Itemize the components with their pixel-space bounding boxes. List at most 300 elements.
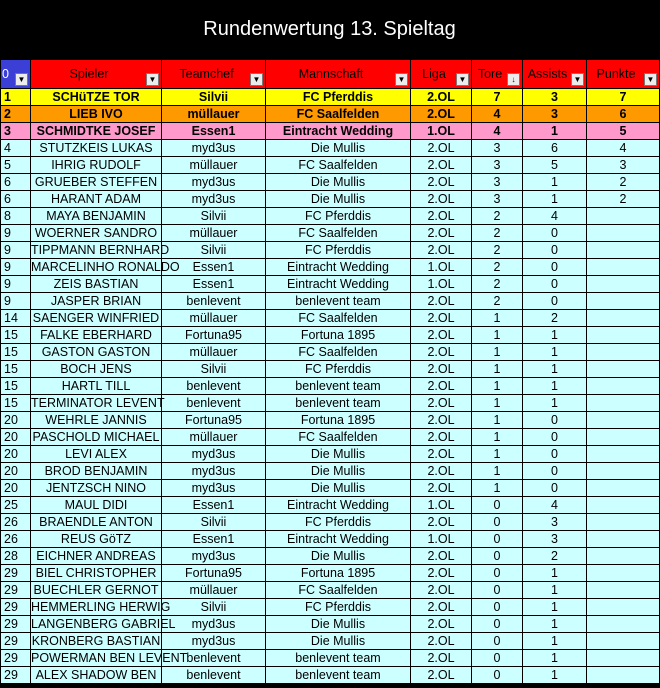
cell-rank[interactable]: 8 xyxy=(1,208,31,225)
cell-tore[interactable]: 1 xyxy=(472,412,523,429)
cell-punkte[interactable]: 6 xyxy=(587,106,660,123)
table-row xyxy=(1,106,660,123)
cell-mannschaft[interactable]: benlevent team xyxy=(266,650,411,667)
cell-punkte[interactable]: 5 xyxy=(587,123,660,140)
cell-liga[interactable]: 2.OL xyxy=(411,412,472,429)
cell-tore[interactable]: 1 xyxy=(472,378,523,395)
cell-liga[interactable]: 2.OL xyxy=(411,650,472,667)
cell-punkte[interactable] xyxy=(587,582,660,599)
cell-liga[interactable]: 2.OL xyxy=(411,140,472,157)
cell-liga[interactable]: 1.OL xyxy=(411,276,472,293)
cell-rank[interactable]: 9 xyxy=(1,276,31,293)
cell-mannschaft[interactable]: FC Pferddis xyxy=(266,599,411,616)
cell-assists[interactable]: 0 xyxy=(523,480,587,497)
cell-teamchef[interactable]: benlevent xyxy=(162,667,266,684)
cell-rank[interactable]: 14 xyxy=(1,310,31,327)
cell-tore[interactable]: 1 xyxy=(472,310,523,327)
cell-spieler[interactable]: SAENGER WINFRIED xyxy=(31,310,162,327)
table-row xyxy=(1,191,660,208)
cell-teamchef[interactable]: myd3us xyxy=(162,191,266,208)
cell-rank[interactable]: 15 xyxy=(1,378,31,395)
cell-liga[interactable]: 1.OL xyxy=(411,497,472,514)
cell-mannschaft[interactable]: FC Pferddis xyxy=(266,514,411,531)
cell-punkte[interactable] xyxy=(587,667,660,684)
cell-rank[interactable]: 15 xyxy=(1,361,31,378)
cell-rank[interactable]: 29 xyxy=(1,633,31,650)
cell-assists[interactable]: 2 xyxy=(523,310,587,327)
cell-teamchef[interactable]: Silvii xyxy=(162,242,266,259)
cell-teamchef[interactable]: benlevent xyxy=(162,378,266,395)
cell-tore[interactable]: 0 xyxy=(472,514,523,531)
table-row xyxy=(1,157,660,174)
table-row xyxy=(1,429,660,446)
cell-spieler[interactable]: BOCH JENS xyxy=(31,361,162,378)
punkte-filter-dropdown-icon[interactable]: ▼ xyxy=(644,73,657,86)
cell-punkte[interactable] xyxy=(587,361,660,378)
cell-spieler[interactable]: KRONBERG BASTIAN xyxy=(31,634,161,648)
cell-punkte[interactable] xyxy=(587,514,660,531)
cell-tore[interactable]: 4 xyxy=(472,123,523,140)
cell-liga[interactable]: 2.OL xyxy=(411,293,472,310)
tore-sort-descending-icon[interactable]: ↓ xyxy=(507,73,520,86)
cell-rank[interactable]: 6 xyxy=(1,191,31,208)
header-row xyxy=(1,60,660,89)
cell-mannschaft[interactable]: Fortuna 1895 xyxy=(266,327,411,344)
cell-punkte[interactable] xyxy=(587,565,660,582)
cell-liga[interactable]: 2.OL xyxy=(411,463,472,480)
cell-liga[interactable]: 2.OL xyxy=(411,616,472,633)
cell-rank[interactable]: 29 xyxy=(1,599,31,616)
cell-punkte[interactable] xyxy=(587,310,660,327)
cell-liga[interactable]: 2.OL xyxy=(411,633,472,650)
cell-rank[interactable]: 20 xyxy=(1,463,31,480)
cell-assists[interactable]: 0 xyxy=(523,293,587,310)
cell-rank[interactable]: 2 xyxy=(1,106,31,123)
cell-assists[interactable]: 3 xyxy=(523,89,587,106)
cell-spieler[interactable]: TERMINATOR LEVENT xyxy=(31,396,165,410)
cell-mannschaft[interactable]: Die Mullis xyxy=(266,548,411,565)
cell-tore[interactable]: 0 xyxy=(472,497,523,514)
table-row xyxy=(1,310,660,327)
cell-assists[interactable]: 2 xyxy=(523,548,587,565)
cell-punkte[interactable]: 3 xyxy=(587,157,660,174)
cell-rank[interactable]: 5 xyxy=(1,157,31,174)
cell-punkte[interactable] xyxy=(587,395,660,412)
cell-assists[interactable]: 1 xyxy=(523,599,587,616)
cell-assists[interactable]: 1 xyxy=(523,378,587,395)
cell-spieler[interactable]: MARCELINHO RONALDO xyxy=(31,260,180,274)
cell-liga[interactable]: 2.OL xyxy=(411,89,472,106)
cell-mannschaft[interactable]: Die Mullis xyxy=(266,140,411,157)
cell-tore[interactable]: 2 xyxy=(472,259,523,276)
cell-tore[interactable]: 1 xyxy=(472,344,523,361)
cell-spieler[interactable]: SCHMIDTKE JOSEF xyxy=(31,123,162,140)
cell-teamchef[interactable]: müllauer xyxy=(162,106,266,123)
cell-tore[interactable]: 1 xyxy=(472,395,523,412)
cell-tore[interactable]: 1 xyxy=(472,446,523,463)
cell-punkte[interactable] xyxy=(587,259,660,276)
cell-teamchef[interactable]: Fortuna95 xyxy=(162,565,266,582)
cell-spieler[interactable]: HARANT ADAM xyxy=(31,191,162,208)
cell-assists[interactable]: 4 xyxy=(523,497,587,514)
cell-spieler[interactable]: JENTZSCH NINO xyxy=(31,480,162,497)
cell-teamchef[interactable]: müllauer xyxy=(162,344,266,361)
cell-punkte[interactable] xyxy=(587,531,660,548)
cell-punkte[interactable] xyxy=(587,378,660,395)
cell-assists[interactable]: 1 xyxy=(523,582,587,599)
cell-tore[interactable]: 0 xyxy=(472,633,523,650)
cell-tore[interactable]: 0 xyxy=(472,582,523,599)
cell-rank[interactable]: 20 xyxy=(1,446,31,463)
cell-punkte[interactable]: 2 xyxy=(587,174,660,191)
cell-spieler[interactable]: LEVI ALEX xyxy=(31,446,162,463)
cell-assists[interactable]: 3 xyxy=(523,514,587,531)
cell-rank[interactable]: 26 xyxy=(1,514,31,531)
cell-teamchef[interactable]: myd3us xyxy=(162,633,266,650)
cell-spieler[interactable]: TIPPMANN BERNHARD xyxy=(31,243,170,257)
cell-assists[interactable]: 0 xyxy=(523,429,587,446)
cell-tore[interactable]: 0 xyxy=(472,616,523,633)
table-row xyxy=(1,140,660,157)
cell-mannschaft[interactable]: Eintracht Wedding xyxy=(266,276,411,293)
cell-spieler[interactable]: MAYA BENJAMIN xyxy=(31,208,162,225)
cell-assists[interactable]: 1 xyxy=(523,565,587,582)
cell-liga[interactable]: 2.OL xyxy=(411,480,472,497)
rank-filter-dropdown-icon[interactable]: ▼ xyxy=(15,73,28,86)
cell-rank[interactable]: 15 xyxy=(1,327,31,344)
cell-tore[interactable]: 7 xyxy=(472,89,523,106)
cell-tore[interactable]: 0 xyxy=(472,531,523,548)
cell-teamchef[interactable]: myd3us xyxy=(162,463,266,480)
cell-teamchef[interactable]: Fortuna95 xyxy=(162,327,266,344)
cell-mannschaft[interactable]: FC Saalfelden xyxy=(266,429,411,446)
cell-spieler[interactable]: EICHNER ANDREAS xyxy=(31,548,162,565)
cell-punkte[interactable]: 4 xyxy=(587,140,660,157)
cell-mannschaft[interactable]: FC Saalfelden xyxy=(266,157,411,174)
cell-mannschaft[interactable]: benlevent team xyxy=(266,395,411,412)
cell-tore[interactable]: 3 xyxy=(472,174,523,191)
cell-assists[interactable]: 0 xyxy=(523,446,587,463)
cell-punkte[interactable] xyxy=(587,497,660,514)
cell-teamchef[interactable]: Fortuna95 xyxy=(162,412,266,429)
cell-teamchef[interactable]: myd3us xyxy=(162,480,266,497)
cell-liga[interactable]: 2.OL xyxy=(411,106,472,123)
cell-mannschaft[interactable]: Eintracht Wedding xyxy=(266,497,411,514)
cell-rank[interactable]: 9 xyxy=(1,242,31,259)
cell-teamchef[interactable]: Silvii xyxy=(162,361,266,378)
cell-teamchef[interactable]: myd3us xyxy=(162,548,266,565)
assists-filter-dropdown-icon[interactable]: ▼ xyxy=(571,73,584,86)
cell-assists[interactable]: 1 xyxy=(523,174,587,191)
cell-assists[interactable]: 1 xyxy=(523,344,587,361)
cell-liga[interactable]: 2.OL xyxy=(411,225,472,242)
cell-assists[interactable]: 1 xyxy=(523,667,587,684)
cell-tore[interactable]: 2 xyxy=(472,293,523,310)
cell-mannschaft[interactable]: Die Mullis xyxy=(266,633,411,650)
cell-mannschaft[interactable]: benlevent team xyxy=(266,667,411,684)
cell-liga[interactable]: 2.OL xyxy=(411,378,472,395)
cell-punkte[interactable] xyxy=(587,633,660,650)
cell-mannschaft[interactable]: FC Saalfelden xyxy=(266,310,411,327)
cell-teamchef[interactable]: myd3us xyxy=(162,616,266,633)
cell-rank[interactable]: 4 xyxy=(1,140,31,157)
cell-tore[interactable]: 2 xyxy=(472,276,523,293)
cell-spieler[interactable]: FALKE EBERHARD xyxy=(31,327,162,344)
cell-mannschaft[interactable]: Die Mullis xyxy=(266,446,411,463)
cell-teamchef[interactable]: müllauer xyxy=(162,582,266,599)
cell-assists[interactable]: 0 xyxy=(523,276,587,293)
cell-assists[interactable]: 6 xyxy=(523,140,587,157)
cell-spieler[interactable]: PASCHOLD MICHAEL xyxy=(31,429,162,446)
cell-assists[interactable]: 1 xyxy=(523,361,587,378)
cell-assists[interactable]: 3 xyxy=(523,106,587,123)
cell-mannschaft[interactable]: Eintracht Wedding xyxy=(266,531,411,548)
cell-teamchef[interactable]: benlevent xyxy=(162,293,266,310)
cell-punkte[interactable] xyxy=(587,599,660,616)
cell-assists[interactable]: 5 xyxy=(523,157,587,174)
teamchef-filter-dropdown-icon[interactable]: ▼ xyxy=(250,73,263,86)
cell-tore[interactable]: 1 xyxy=(472,361,523,378)
cell-tore[interactable]: 1 xyxy=(472,327,523,344)
cell-rank[interactable]: 20 xyxy=(1,429,31,446)
cell-mannschaft[interactable]: Eintracht Wedding xyxy=(266,259,411,276)
cell-tore[interactable]: 0 xyxy=(472,548,523,565)
cell-liga[interactable]: 2.OL xyxy=(411,599,472,616)
cell-tore[interactable]: 4 xyxy=(472,106,523,123)
cell-liga[interactable]: 2.OL xyxy=(411,242,472,259)
cell-spieler[interactable]: GRUEBER STEFFEN xyxy=(31,174,162,191)
cell-spieler[interactable]: ALEX SHADOW BEN xyxy=(31,667,162,684)
cell-mannschaft[interactable]: Eintracht Wedding xyxy=(266,123,411,140)
cell-teamchef[interactable]: Silvii xyxy=(162,208,266,225)
cell-liga[interactable]: 2.OL xyxy=(411,174,472,191)
cell-mannschaft[interactable]: Die Mullis xyxy=(266,463,411,480)
cell-punkte[interactable] xyxy=(587,225,660,242)
cell-liga[interactable]: 2.OL xyxy=(411,310,472,327)
cell-punkte[interactable] xyxy=(587,293,660,310)
cell-liga[interactable]: 1.OL xyxy=(411,531,472,548)
cell-rank[interactable]: 25 xyxy=(1,497,31,514)
cell-rank[interactable]: 29 xyxy=(1,565,31,582)
cell-punkte[interactable] xyxy=(587,412,660,429)
cell-teamchef[interactable]: Essen1 xyxy=(162,259,266,276)
cell-teamchef[interactable]: Silvii xyxy=(162,89,266,106)
cell-liga[interactable]: 2.OL xyxy=(411,157,472,174)
cell-liga[interactable]: 2.OL xyxy=(411,514,472,531)
cell-punkte[interactable] xyxy=(587,327,660,344)
cell-liga[interactable]: 2.OL xyxy=(411,548,472,565)
cell-teamchef[interactable]: müllauer xyxy=(162,157,266,174)
cell-assists[interactable]: 3 xyxy=(523,531,587,548)
cell-mannschaft[interactable]: Die Mullis xyxy=(266,616,411,633)
cell-punkte[interactable] xyxy=(587,242,660,259)
cell-mannschaft[interactable]: FC Saalfelden xyxy=(266,344,411,361)
cell-assists[interactable]: 0 xyxy=(523,225,587,242)
cell-punkte[interactable]: 2 xyxy=(587,191,660,208)
cell-spieler[interactable]: BRAENDLE ANTON xyxy=(31,514,162,531)
cell-spieler[interactable]: HARTL TILL xyxy=(31,378,162,395)
cell-spieler[interactable]: REUS GöTZ xyxy=(31,531,162,548)
cell-liga[interactable]: 2.OL xyxy=(411,395,472,412)
cell-teamchef[interactable]: Silvii xyxy=(162,514,266,531)
cell-mannschaft[interactable]: Die Mullis xyxy=(266,191,411,208)
cell-liga[interactable]: 2.OL xyxy=(411,344,472,361)
cell-mannschaft[interactable]: Die Mullis xyxy=(266,480,411,497)
cell-assists[interactable]: 0 xyxy=(523,463,587,480)
cell-liga[interactable]: 2.OL xyxy=(411,429,472,446)
cell-tore[interactable]: 1 xyxy=(472,480,523,497)
cell-assists[interactable]: 1 xyxy=(523,191,587,208)
cell-tore[interactable]: 3 xyxy=(472,157,523,174)
cell-assists[interactable]: 0 xyxy=(523,242,587,259)
cell-assists[interactable]: 1 xyxy=(523,327,587,344)
cell-tore[interactable]: 1 xyxy=(472,463,523,480)
cell-punkte[interactable] xyxy=(587,650,660,667)
cell-spieler[interactable]: HEMMERLING HERWIG xyxy=(31,600,171,614)
table-row xyxy=(1,412,660,429)
cell-rank[interactable]: 15 xyxy=(1,344,31,361)
cell-rank[interactable]: 9 xyxy=(1,259,31,276)
cell-tore[interactable]: 0 xyxy=(472,565,523,582)
cell-mannschaft[interactable]: FC Saalfelden xyxy=(266,582,411,599)
cell-liga[interactable]: 2.OL xyxy=(411,565,472,582)
cell-tore[interactable]: 3 xyxy=(472,191,523,208)
mannschaft-filter-dropdown-icon[interactable]: ▼ xyxy=(395,73,408,86)
cell-rank[interactable]: 9 xyxy=(1,293,31,310)
cell-punkte[interactable] xyxy=(587,480,660,497)
cell-teamchef[interactable]: benlevent xyxy=(162,650,266,667)
cell-rank[interactable]: 20 xyxy=(1,412,31,429)
cell-mannschaft[interactable]: benlevent team xyxy=(266,378,411,395)
cell-liga[interactable]: 2.OL xyxy=(411,327,472,344)
column-header-mannschaft xyxy=(266,60,411,89)
cell-punkte[interactable] xyxy=(587,276,660,293)
cell-rank[interactable]: 9 xyxy=(1,225,31,242)
cell-mannschaft[interactable]: Fortuna 1895 xyxy=(266,412,411,429)
cell-spieler[interactable]: BIEL CHRISTOPHER xyxy=(31,565,162,582)
cell-punkte[interactable] xyxy=(587,429,660,446)
cell-spieler[interactable]: STUTZKEIS LUKAS xyxy=(31,140,162,157)
cell-teamchef[interactable]: Essen1 xyxy=(162,123,266,140)
cell-spieler[interactable]: WOERNER SANDRO xyxy=(31,225,162,242)
cell-spieler[interactable]: MAUL DIDI xyxy=(31,497,162,514)
cell-mannschaft[interactable]: FC Pferddis xyxy=(266,242,411,259)
cell-rank[interactable]: 6 xyxy=(1,174,31,191)
cell-punkte[interactable] xyxy=(587,344,660,361)
cell-liga[interactable]: 2.OL xyxy=(411,446,472,463)
cell-liga[interactable]: 2.OL xyxy=(411,582,472,599)
cell-liga[interactable]: 1.OL xyxy=(411,123,472,140)
table-row xyxy=(1,378,660,395)
cell-mannschaft[interactable]: Die Mullis xyxy=(266,174,411,191)
cell-liga[interactable]: 1.OL xyxy=(411,259,472,276)
cell-tore[interactable]: 2 xyxy=(472,242,523,259)
cell-spieler[interactable]: POWERMAN BEN LEVENT xyxy=(31,651,188,665)
cell-mannschaft[interactable]: FC Saalfelden xyxy=(266,106,411,123)
liga-filter-dropdown-icon[interactable]: ▼ xyxy=(456,73,469,86)
cell-tore[interactable]: 2 xyxy=(472,208,523,225)
cell-assists[interactable]: 1 xyxy=(523,123,587,140)
cell-teamchef[interactable]: Silvii xyxy=(162,599,266,616)
cell-assists[interactable]: 0 xyxy=(523,259,587,276)
cell-assists[interactable]: 0 xyxy=(523,412,587,429)
cell-rank[interactable]: 29 xyxy=(1,582,31,599)
cell-teamchef[interactable]: müllauer xyxy=(162,310,266,327)
cell-rank[interactable]: 3 xyxy=(1,123,31,140)
cell-punkte[interactable] xyxy=(587,616,660,633)
cell-mannschaft[interactable]: FC Pferddis xyxy=(266,208,411,225)
cell-spieler[interactable]: SCHüTZE TOR xyxy=(31,89,162,106)
cell-teamchef[interactable]: Essen1 xyxy=(162,497,266,514)
cell-mannschaft[interactable]: FC Pferddis xyxy=(266,89,411,106)
cell-assists[interactable]: 1 xyxy=(523,395,587,412)
cell-tore[interactable]: 3 xyxy=(472,140,523,157)
cell-spieler[interactable]: ZEIS BASTIAN xyxy=(31,276,162,293)
cell-liga[interactable]: 2.OL xyxy=(411,361,472,378)
cell-mannschaft[interactable]: FC Saalfelden xyxy=(266,225,411,242)
cell-rank[interactable]: 15 xyxy=(1,395,31,412)
cell-liga[interactable]: 2.OL xyxy=(411,667,472,684)
cell-spieler[interactable]: IHRIG RUDOLF xyxy=(31,157,162,174)
spieler-filter-dropdown-icon[interactable]: ▼ xyxy=(146,73,159,86)
cell-teamchef[interactable]: Essen1 xyxy=(162,276,266,293)
cell-assists[interactable]: 1 xyxy=(523,650,587,667)
cell-rank[interactable]: 20 xyxy=(1,480,31,497)
cell-assists[interactable]: 1 xyxy=(523,616,587,633)
cell-spieler[interactable]: GASTON GASTON xyxy=(31,344,162,361)
cell-teamchef[interactable]: myd3us xyxy=(162,140,266,157)
cell-mannschaft[interactable]: benlevent team xyxy=(266,293,411,310)
cell-punkte[interactable] xyxy=(587,463,660,480)
cell-teamchef[interactable]: Essen1 xyxy=(162,531,266,548)
cell-teamchef[interactable]: myd3us xyxy=(162,174,266,191)
cell-spieler[interactable]: BROD BENJAMIN xyxy=(31,463,162,480)
table-row xyxy=(1,242,660,259)
cell-rank[interactable]: 29 xyxy=(1,667,31,684)
cell-teamchef[interactable]: myd3us xyxy=(162,446,266,463)
cell-rank[interactable]: 29 xyxy=(1,616,31,633)
cell-punkte[interactable]: 7 xyxy=(587,89,660,106)
cell-liga[interactable]: 2.OL xyxy=(411,191,472,208)
cell-spieler[interactable]: LANGENBERG GABRIEL xyxy=(31,617,176,631)
cell-rank[interactable]: 26 xyxy=(1,531,31,548)
cell-rank[interactable]: 1 xyxy=(1,89,31,106)
cell-tore[interactable]: 0 xyxy=(472,650,523,667)
cell-spieler[interactable]: WEHRLE JANNIS xyxy=(31,412,162,429)
cell-spieler[interactable]: JASPER BRIAN xyxy=(31,293,162,310)
cell-spieler[interactable]: BUECHLER GERNOT xyxy=(31,582,162,599)
cell-tore[interactable]: 2 xyxy=(472,225,523,242)
cell-mannschaft[interactable]: Fortuna 1895 xyxy=(266,565,411,582)
cell-teamchef[interactable]: müllauer xyxy=(162,225,266,242)
cell-punkte[interactable] xyxy=(587,548,660,565)
cell-spieler[interactable]: LIEB IVO xyxy=(31,106,162,123)
cell-tore[interactable]: 1 xyxy=(472,429,523,446)
cell-teamchef[interactable]: benlevent xyxy=(162,395,266,412)
cell-rank[interactable]: 29 xyxy=(1,650,31,667)
cell-assists[interactable]: 4 xyxy=(523,208,587,225)
cell-mannschaft[interactable]: FC Pferddis xyxy=(266,361,411,378)
cell-liga[interactable]: 2.OL xyxy=(411,208,472,225)
table-row xyxy=(1,225,660,242)
cell-tore[interactable]: 0 xyxy=(472,599,523,616)
cell-tore[interactable]: 0 xyxy=(472,667,523,684)
cell-assists[interactable]: 1 xyxy=(523,633,587,650)
cell-punkte[interactable] xyxy=(587,208,660,225)
cell-teamchef[interactable]: müllauer xyxy=(162,429,266,446)
cell-punkte[interactable] xyxy=(587,446,660,463)
cell-rank[interactable]: 28 xyxy=(1,548,31,565)
